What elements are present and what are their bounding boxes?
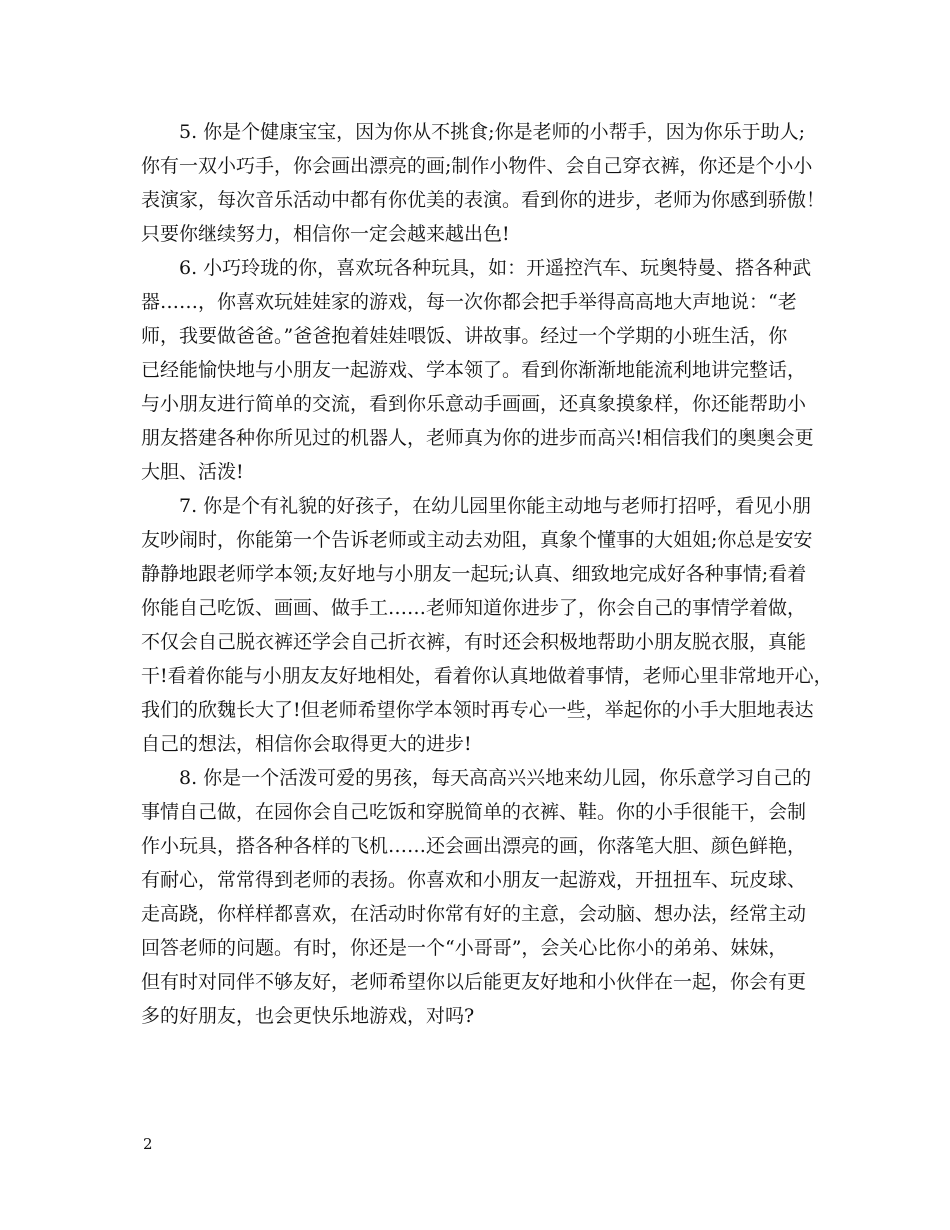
paragraph-6-line-3: 师，我要做爸爸。”爸爸抱着娃娃喂饭、讲故事。经过一个学期的小班生活，你 [141, 325, 788, 347]
paragraph-7-line-3: 静静地跟老师学本领;友好地与小朋友一起玩;认真、细致地完成好各种事情;看着 [141, 563, 807, 585]
paragraph-8-line-1: 8. 你是一个活泼可爱的男孩，每天高高兴兴地来幼儿园，你乐意学习自己的 [179, 767, 812, 789]
paragraph-8-line-2: 事情自己做，在园你会自己吃饭和穿脱简单的衣裤、鞋。你的小手很能干，会制 [141, 801, 807, 823]
paragraph-6-line-7: 大胆、活泼! [141, 461, 244, 483]
paragraph-5-line-2: 你有一双小巧手，你会画出漂亮的画;制作小物件、会自己穿衣裤，你还是个小小 [141, 155, 813, 177]
paragraph-6-line-2: 器……，你喜欢玩娃娃家的游戏，每一次你都会把手举得高高地大声地说：“老 [141, 291, 797, 313]
paragraph-8-line-4: 有耐心，常常得到老师的表扬。你喜欢和小朋友一起游戏，开扭扭车、玩皮球、 [141, 869, 807, 891]
paragraph-6-line-4: 已经能愉快地与小朋友一起游戏、学本领了。看到你渐渐地能流利地讲完整话， [141, 359, 807, 381]
paragraph-7-line-5: 不仅会自己脱衣裤还学会自己折衣裤，有时还会积极地帮助小朋友脱衣服，真能 [141, 631, 807, 653]
paragraph-8-line-5: 走高跷，你样样都喜欢，在活动时你常有好的主意，会动脑、想办法，经常主动 [141, 903, 807, 925]
paragraph-7-line-1: 7. 你是个有礼貌的好孩子，在幼儿园里你能主动地与老师打招呼，看见小朋 [179, 495, 812, 517]
paragraph-8-line-6: 回答老师的问题。有时，你还是一个“小哥哥”，会关心比你小的弟弟、妹妹， [141, 937, 788, 959]
paragraph-5-line-4: 只要你继续努力，相信你一定会越来越出色! [141, 223, 510, 245]
paragraph-8-line-3: 作小玩具，搭各种各样的飞机……还会画出漂亮的画，你落笔大胆、颜色鲜艳， [141, 835, 807, 857]
paragraph-7-line-7: 我们的欣魏长大了!但老师希望你学本领时再专心一些，举起你的小手大胆地表达 [141, 699, 814, 721]
paragraph-7-line-6: 干!看着你能与小朋友友好地相处，看着你认真地做着事情，老师心里非常地开心， [141, 665, 833, 687]
paragraph-7-line-8: 自己的想法，相信你会取得更大的进步! [141, 733, 472, 755]
paragraph-8-line-7: 但有时对同伴不够友好，老师希望你以后能更友好地和小伙伴在一起，你会有更 [141, 971, 807, 993]
paragraph-8-line-8: 多的好朋友，也会更快乐地游戏，对吗? [141, 1005, 475, 1027]
paragraph-7-line-4: 你能自己吃饭、画画、做手工……老师知道你进步了，你会自己的事情学着做， [141, 597, 807, 619]
paragraph-6-line-5: 与小朋友进行简单的交流，看到你乐意动手画画，还真象摸象样，你还能帮助小 [141, 393, 807, 415]
paragraph-5-line-3: 表演家，每次音乐活动中都有你优美的表演。看到你的进步，老师为你感到骄傲！ [141, 189, 826, 211]
page-number: 2 [143, 1135, 153, 1153]
paragraph-6-line-6: 朋友搭建各种你所见过的机器人，老师真为你的进步而高兴!相信我们的奥奥会更 [141, 427, 814, 449]
paragraph-6-line-1: 6. 小巧玲珑的你，喜欢玩各种玩具，如：开遥控汽车、玩奥特曼、搭各种武 [179, 257, 812, 279]
paragraph-7-line-2: 友吵闹时，你能第一个告诉老师或主动去劝阻，真象个懂事的大姐姐;你总是安安 [141, 529, 813, 551]
paragraph-5-line-1: 5. 你是个健康宝宝，因为你从不挑食;你是老师的小帮手，因为你乐于助人; [179, 121, 805, 143]
